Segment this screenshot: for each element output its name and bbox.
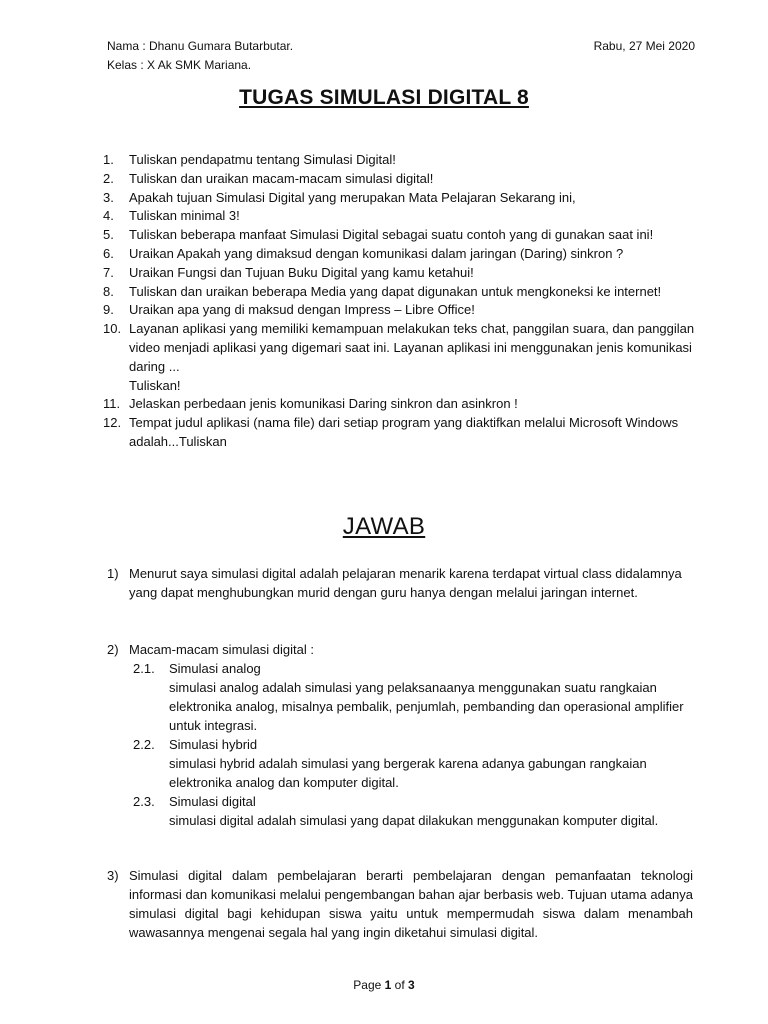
page-footer xyxy=(0,978,768,992)
answer-text: Macam-macam simulasi digital : xyxy=(129,642,314,657)
answer-3 xyxy=(107,866,693,942)
question-number: 11. xyxy=(103,396,121,412)
question-list xyxy=(103,151,703,452)
question-text-continued: Tuliskan! xyxy=(129,377,181,393)
question-item xyxy=(103,301,703,320)
sub-answer-number: 2.2. xyxy=(133,737,155,752)
question-text: Tuliskan pendapatmu tentang Simulasi Digital! xyxy=(129,152,396,167)
question-number: 3. xyxy=(103,189,114,205)
question-number: 6. xyxy=(103,245,114,261)
document-title: TUGAS SIMULASI DIGITAL 8 xyxy=(239,86,529,109)
question-item xyxy=(103,151,703,170)
question-item xyxy=(103,395,703,414)
sub-answer xyxy=(133,735,693,792)
question-number: 12. xyxy=(103,415,122,431)
question-text: Tempat judul aplikasi (nama file) dari setiap program yang diaktifkan melalui Microsoft Windows adalah...Tuliskan xyxy=(129,415,679,449)
sub-answer-number: 2.1. xyxy=(133,661,155,676)
answer-number: 1) xyxy=(107,566,119,581)
student-class: Kelas : X Ak SMK Mariana. xyxy=(107,58,252,72)
question-number: 5. xyxy=(103,227,114,243)
question-text: Tuliskan dan uraikan macam-macam simulasi digital! xyxy=(129,170,434,186)
question-item xyxy=(103,320,703,395)
question-text: Tuliskan beberapa manfaat Simulasi Digital sebagai suatu contoh yang di gunakan saat ini! xyxy=(129,227,654,243)
sub-answer xyxy=(133,792,693,830)
question-item xyxy=(103,264,703,283)
question-text: Jelaskan perbedaan jenis komunikasi Daring sinkron dan asinkron ! xyxy=(129,396,518,412)
answer-number: 3) xyxy=(107,868,119,883)
answer-heading: JAWAB xyxy=(342,513,426,540)
sub-answer-title: Simulasi digital xyxy=(169,794,256,809)
question-item xyxy=(103,189,703,208)
question-item xyxy=(103,226,703,245)
page-current: 1 xyxy=(384,978,392,992)
page-total: 3 xyxy=(408,978,415,992)
student-name: Nama : Dhanu Gumara Butarbutar. xyxy=(107,39,294,53)
answer-text: Menurut saya simulasi digital adalah pelajaran menarik karena terdapat virtual class didalamnya yang dapat menghubungkan murid dengan guru hanya dengan melalui jaringan internet. xyxy=(129,566,682,600)
question-number: 9. xyxy=(103,302,114,318)
question-item xyxy=(103,207,703,226)
question-text: Tuliskan minimal 3! xyxy=(129,208,240,224)
sub-answer-desc: simulasi hybrid adalah simulasi yang bergerak karena adanya gabungan rangkaian elektronika analog dan komputer digital. xyxy=(169,756,647,790)
question-item xyxy=(103,170,703,189)
question-text: Uraikan Apakah yang dimaksud dengan komunikasi dalam jaringan (Daring) sinkron ? xyxy=(129,245,624,261)
answer-2 xyxy=(107,640,693,830)
question-item xyxy=(103,414,703,452)
answer-1 xyxy=(107,564,693,602)
question-number: 2. xyxy=(103,170,114,186)
question-text: Uraikan Fungsi dan Tujuan Buku Digital yang kamu ketahui! xyxy=(129,264,474,280)
question-text: Uraikan apa yang di maksud dengan Impress – Libre Office! xyxy=(129,302,475,318)
sub-answer-desc: simulasi digital adalah simulasi yang dapat dilakukan menggunakan komputer digital. xyxy=(169,813,659,828)
question-text: Apakah tujuan Simulasi Digital yang merupakan Mata Pelajaran Sekarang ini, xyxy=(129,189,576,205)
question-number: 10. xyxy=(103,321,122,337)
question-text xyxy=(129,320,703,395)
question-text: Tuliskan dan uraikan beberapa Media yang dapat digunakan untuk mengkoneksi ke internet! xyxy=(129,283,662,299)
question-item xyxy=(103,283,703,302)
sub-answer-number: 2.3. xyxy=(133,794,155,809)
question-number: 8. xyxy=(103,283,114,299)
question-text-main: Layanan aplikasi yang memiliki kemampuan melakukan teks chat, panggilan suara, dan panggilan video menjadi aplikasi yang digemari saat ini. Layanan aplikasi ini menggunakan jenis komunikasi daring ... xyxy=(129,321,695,374)
question-number: 1. xyxy=(103,152,114,167)
of-word: of xyxy=(394,978,405,992)
question-number: 7. xyxy=(103,264,114,280)
page-word: Page xyxy=(353,978,382,992)
sub-answer-title: Simulasi hybrid xyxy=(169,737,258,752)
question-item xyxy=(103,245,703,264)
document-date: Rabu, 27 Mei 2020 xyxy=(593,39,695,53)
answer-number: 2) xyxy=(107,642,119,657)
answer-text: Simulasi digital dalam pembelajaran berarti pembelajaran dengan pemanfaatan teknologi informasi dan komunikasi melalui pengembangan bahan ajar berbasis web. Tujuan utama adanya simulasi digital bagi kehidupan siswa yaitu untuk mempermudah siswa dalam menambah wawasannya mengenai segala hal yang ingin diketahui simulasi digital. xyxy=(129,868,693,940)
sub-answer xyxy=(133,659,693,735)
sub-answer-title: Simulasi analog xyxy=(169,661,261,676)
sub-answer-desc: simulasi analog adalah simulasi yang pelaksanaanya menggunakan suatu rangkaian elektronika analog, misalnya pembalik, penjumlah, pembanding dan operasional amplifier untuk integrasi. xyxy=(169,680,684,733)
question-number: 4. xyxy=(103,208,114,224)
